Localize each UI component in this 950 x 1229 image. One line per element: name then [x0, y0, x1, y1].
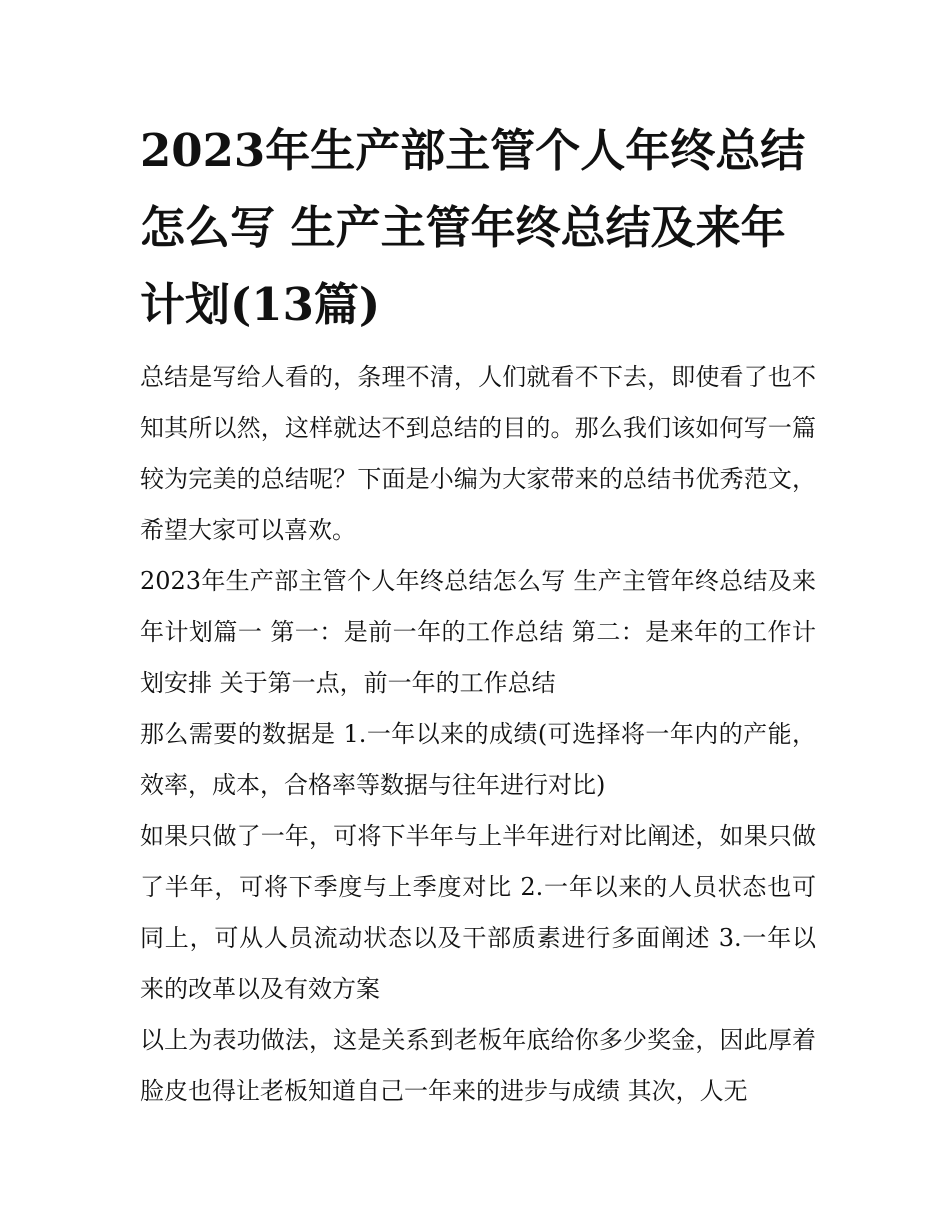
paragraph-achievements: 以上为表功做法，这是关系到老板年底给你多少奖金，因此厚着脸皮也得让老板知道自己一年来的进步与成绩 其次，人无 — [140, 1026, 816, 1105]
document-body — [140, 352, 816, 1117]
paragraph-comparison: 如果只做了一年，可将下半年与上半年进行对比阐述，如果只做了半年，可将下季度与上季度对比 2.一年以来的人员状态也可同上，可从人员流动状态以及干部质素进行多面阐述 3.一年以来的改革以及有效方案 — [140, 822, 816, 1003]
document-title: 2023年生产部主管个人年终总结怎么写 生产主管年终总结及来年计划(13篇) — [140, 124, 806, 331]
paragraph-intro: 总结是写给人看的，条理不清，人们就看不下去，即使看了也不知其所以然，这样就达不到总结的目的。那么我们该如何写一篇较为完美的总结呢？下面是小编为大家带来的总结书优秀范文，希望大家可以喜欢。 — [140, 363, 816, 544]
paragraph-section-one: 2023年生产部主管个人年终总结怎么写 生产主管年终总结及来年计划篇一 第一：是前一年的工作总结 第二：是来年的工作计划安排 关于第一点，前一年的工作总结 — [140, 567, 816, 697]
paragraph-data-needed: 那么需要的数据是 1.一年以来的成绩(可选择将一年内的产能，效率，成本，合格率等数据与往年进行对比) — [140, 720, 816, 799]
